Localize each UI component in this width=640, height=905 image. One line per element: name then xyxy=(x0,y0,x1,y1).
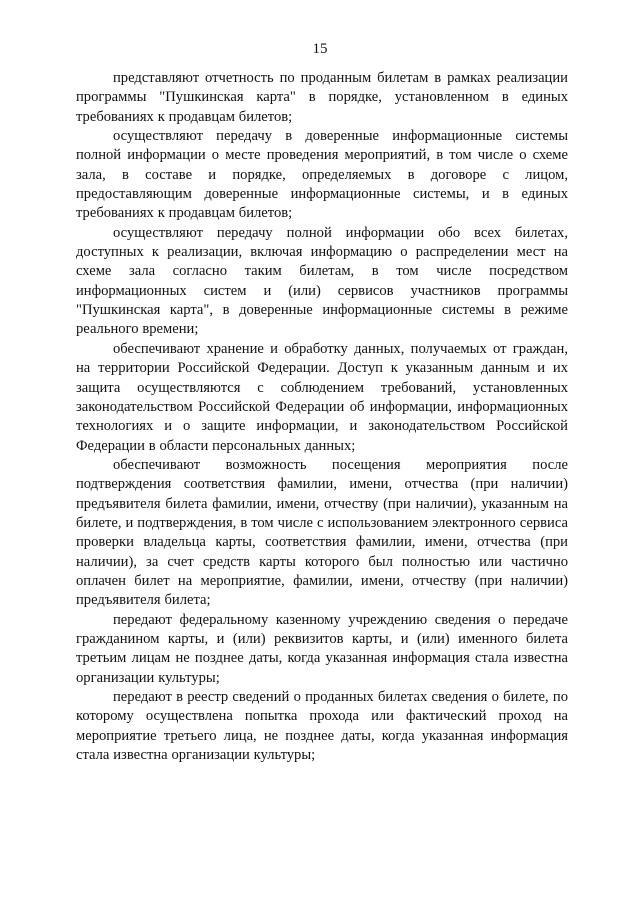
page-number: 15 xyxy=(312,41,328,57)
paragraph-ticket-info: осуществляют передачу полной информации обо всех билетах, доступных к реализации, включая информацию о распределении мест на схеме зала согласно таким билетам, в том числе посредством информационных систем и (или) сервисов участников программы "Пушкинская карта", в доверенные информационные системы в режиме реального времени; xyxy=(76,224,568,338)
paragraph-data-storage: обеспечивают хранение и обработку данных, получаемых от граждан, на территории Российской Федерации. Доступ к указанным данным и их защита осуществляются с соблюдением требований, установленных законодательством Российской Федерации об информации, информационных технологиях и о защите информации, и законодательством Российской Федерации в области персональных данных; xyxy=(76,340,568,454)
paragraph-venue-info: осуществляют передачу в доверенные информационные системы полной информации о месте проведения мероприятий, в том числе о схеме зала, в составе и порядке, определяемых в договоре с лицом, предоставляющим доверенные информационные системы, и в единых требованиях к продавцам билетов; xyxy=(76,128,568,222)
paragraph-card-transfer: передают федеральному казенному учреждению сведения о передаче гражданином карты, и (или) реквизитов карты, и (или) именного билета третьим лицам не позднее даты, когда указанная информация стала известна организации культуры; xyxy=(76,611,568,686)
paragraph-identity-check: обеспечивают возможность посещения мероприятия после подтверждения соответствия фамилии, имени, отчества (при наличии) предъявителя билета фамилии, имени, отчеству (при наличии), указанным на билете, и подтверждения, в том числе с использованием электронного сервиса проверки владельца карты, соответствия фамилии, имени, отчества (при наличии), за счет средств карты которого был полностью или частично оплачен билет на мероприятие, фамилии, имени, отчеству (при наличии) предъявителя билета; xyxy=(76,456,568,609)
paragraph-reporting: представляют отчетность по проданным билетам в рамках реализации программы "Пушкинская карта" в порядке, установленном в единых требованиях к продавцам билетов; xyxy=(76,70,568,125)
paragraph-third-party-entry: передают в реестр сведений о проданных билетах сведения о билете, по которому осуществлена попытка прохода или фактический проход на мероприятие третьего лица, не позднее даты, когда указанная информация стала известна организации культуры; xyxy=(76,689,568,764)
body-text xyxy=(76,69,568,765)
